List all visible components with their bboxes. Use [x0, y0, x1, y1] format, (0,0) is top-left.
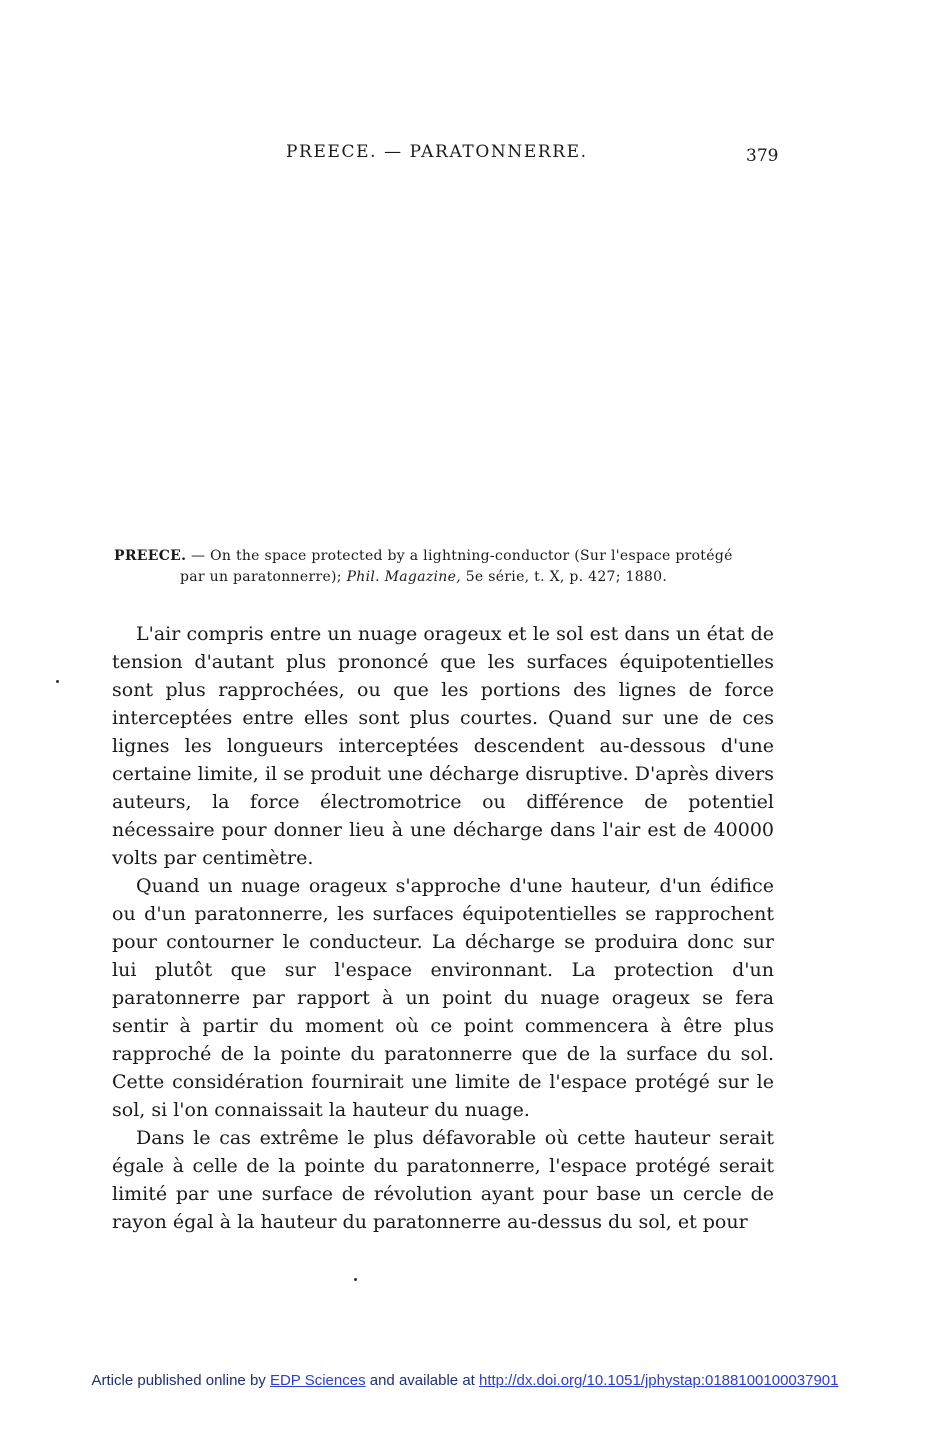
reference-author: PREECE. — [114, 548, 187, 564]
reference-translation-end: par un paratonnerre); — [180, 569, 347, 585]
edp-sciences-link[interactable]: EDP Sciences — [269, 1372, 366, 1389]
footer-middle: and available at — [365, 1372, 479, 1389]
reference-citation: 5e série, t. X, p. 427; 1880. — [460, 569, 668, 585]
paragraph: Quand un nuage orageux s'approche d'une hauteur, d'un édifice ou d'un paratonnerre, les surfaces équipotentielles se rapprochent pour contourner le conducteur. La décharge se produira donc sur lui plutôt que sur l'espace environnant. La protection d'un paratonnerre par rapport à un point du nuage orageux se fera sentir à partir du moment où ce point commencera à être plus rapproché de la pointe du paratonnerre que de la surface du sol. Cette considération fournirait une limite de l'espace protégé sur le sol, si l'on connaissait la hauteur du nuage. — [112, 875, 774, 1121]
reference-journal: Phil. Magazine, — [346, 569, 461, 585]
article-body — [112, 620, 774, 1236]
bibliographic-reference — [114, 546, 776, 588]
reference-line-1 — [114, 546, 776, 567]
reference-title: — On the space protected by a lightning-conductor (Sur l'espace protégé — [186, 548, 733, 564]
scan-speck — [56, 680, 59, 683]
reference-line-2 — [114, 567, 776, 588]
doi-link[interactable]: http://dx.doi.org/10.1051/jphystap:0188100100037901 — [479, 1372, 839, 1389]
running-title: PREECE. — PARATONNERRE. — [286, 142, 588, 162]
paragraph: Dans le cas extrême le plus défavorable où cette hauteur serait égale à celle de la pointe du paratonnerre, l'espace protégé serait limité par une surface de révolution ayant pour base un cercle de rayon égal à la hauteur du paratonnerre au-dessus du sol, et pour — [112, 1127, 774, 1233]
footer-prefix: Article published online by — [91, 1372, 270, 1389]
publication-footer — [0, 1372, 930, 1389]
scan-speck — [354, 1278, 357, 1281]
page-number: 379 — [746, 146, 779, 166]
running-head — [0, 142, 930, 166]
paragraph: L'air compris entre un nuage orageux et le sol est dans un état de tension d'autant plus prononcé que les surfaces équipotentielles sont plus rapprochées, ou que les portions des lignes de force interceptées entre elles sont plus courtes. Quand sur une de ces lignes les longueurs interceptées descendent au-dessous d'une certaine limite, il se produit une décharge disruptive. D'après divers auteurs, la force électromotrice ou différence de potentiel nécessaire pour donner lieu à une décharge dans l'air est de 40000 volts par centimètre. — [112, 623, 774, 869]
